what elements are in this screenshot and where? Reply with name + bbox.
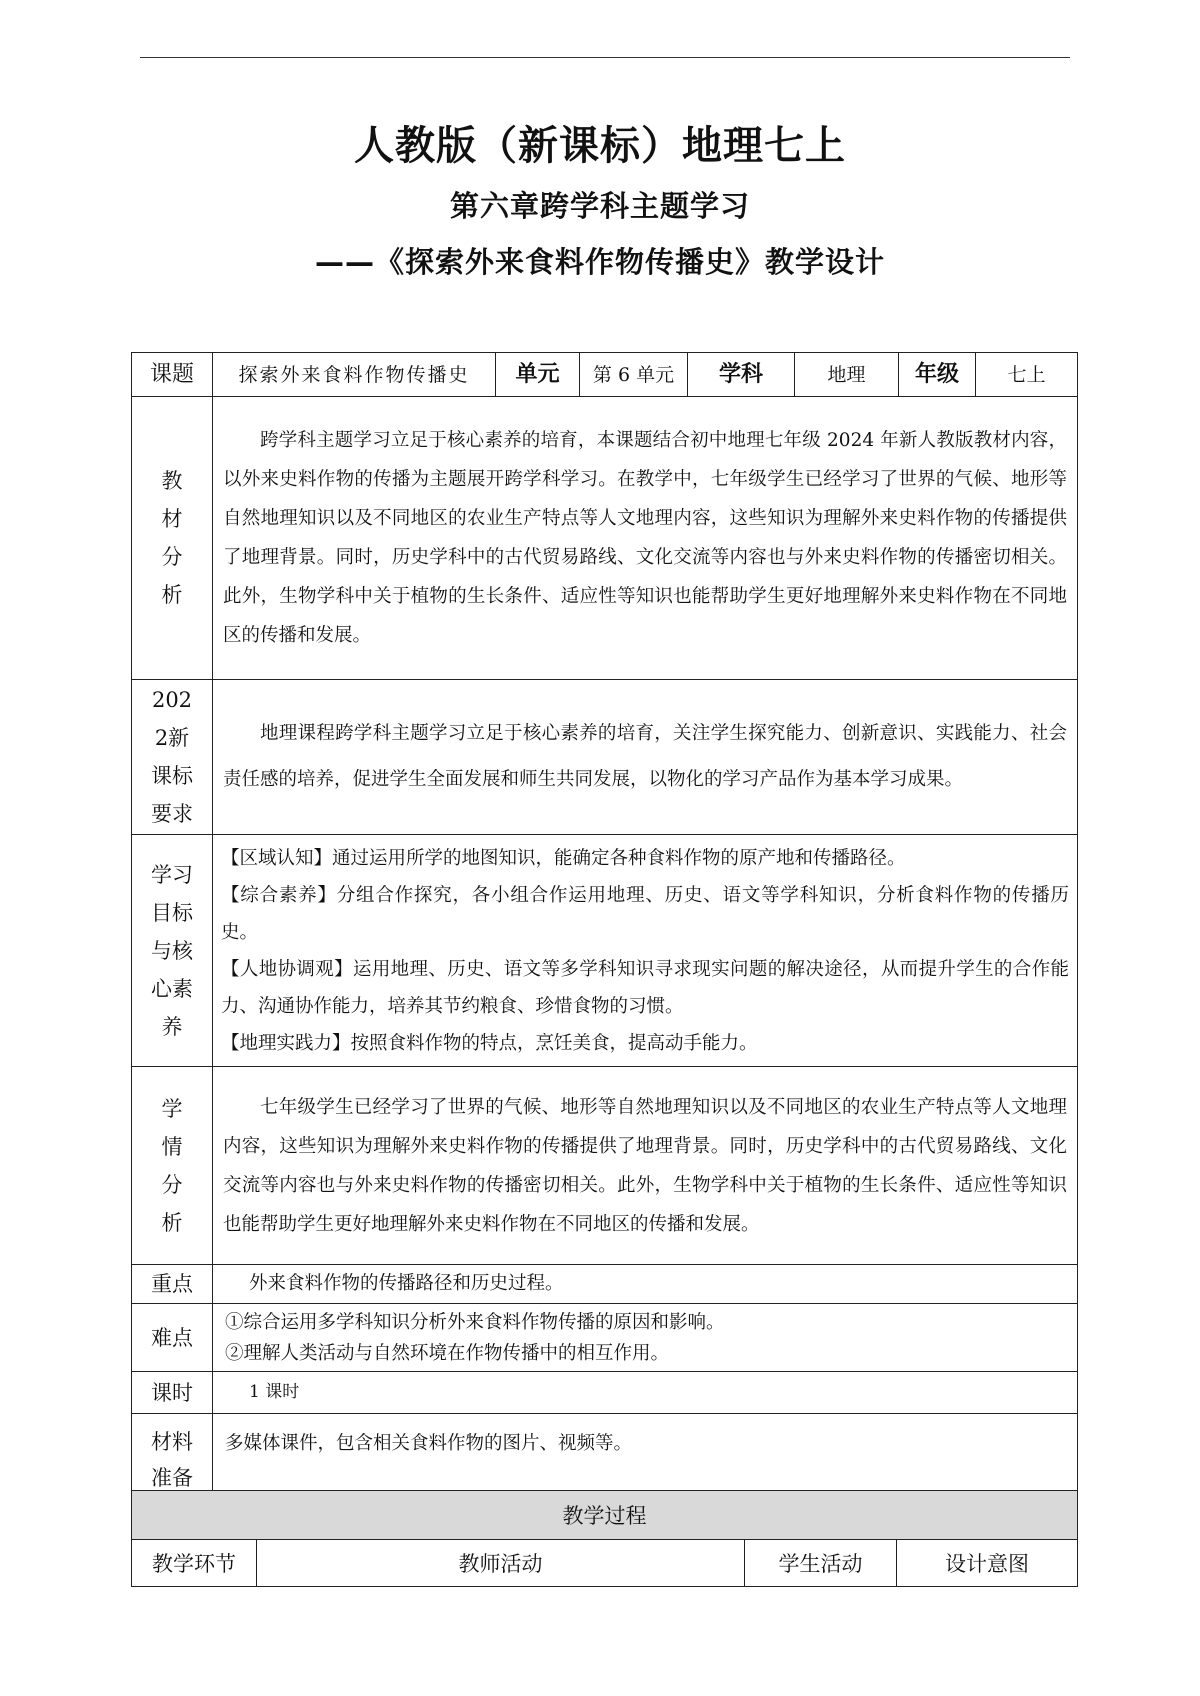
standard-text: 地理课程跨学科主题学习立足于核心素养的培育，关注学生探究能力、创新意识、实践能力、社会责任感的培养，促进学生全面发展和师生共同发展，以物化的学习产品作为基本学习成果。 xyxy=(213,680,1078,835)
teaching-process-table xyxy=(131,1490,1078,1587)
unit-value: 第 6 单元 xyxy=(580,353,688,397)
goals-list xyxy=(213,835,1078,1067)
difficulty-item: ①综合运用多学科知识分析外来食料作物传播的原因和影响。 xyxy=(225,1311,725,1333)
materials-text: 多媒体课件，包含相关食料作物的图片、视频等。 xyxy=(213,1414,1078,1506)
goal-item: 【人地协调观】运用地理、历史、语文等多学科知识寻求现实问题的解决途径，从而提升学生的合作能力、沟通协作能力，培养其节约粮食、珍惜食物的习惯。 xyxy=(221,958,1069,1017)
material-analysis-text: 跨学科主题学习立足于核心素养的培育，本课题结合初中地理七年级 2024 年新人教版教材内容，以外来史料作物的传播为主题展开跨学科学习。在教学中，七年级学生已经学习了世界的气候、地形等自然地理知识以及不同地区的农业生产特点等人文地理内容，这些知识为理解外来史料作物的传播提供了地理背景。同时，历史学科中的古代贸易路线、文化交流等内容也与外来史料作物的传播密切相关。此外，生物学科中关于植物的生长条件、适应性等知识也能帮助学生更好地理解外来史料作物在不同地区的传播和发展。 xyxy=(213,397,1078,680)
lesson-info-table xyxy=(131,352,1078,1506)
material-analysis-row xyxy=(132,397,1078,680)
difficulty-label: 难点 xyxy=(132,1304,213,1372)
column-header-stage: 教学环节 xyxy=(132,1540,257,1587)
goal-item: 【地理实践力】按照食料作物的特点，烹饪美食，提高动手能力。 xyxy=(221,1032,758,1054)
unit-label: 单元 xyxy=(496,353,580,397)
topic-value: 探索外来食料作物传播史 xyxy=(213,353,496,397)
process-title-row xyxy=(132,1491,1078,1540)
hours-label: 课时 xyxy=(132,1372,213,1414)
document-title-block xyxy=(0,118,1200,282)
document-subtitle: 第六章跨学科主题学习 xyxy=(449,189,750,223)
header-rule xyxy=(140,57,1070,58)
learner-text: 七年级学生已经学习了世界的气候、地形等自然地理知识以及不同地区的农业生产特点等人文地理内容，这些知识为理解外来史料作物的传播提供了地理背景。同时，历史学科中的古代贸易路线、文化交流等内容也与外来史料作物的传播密切相关。此外，生物学科中关于植物的生长条件、适应性等知识也能帮助学生更好地理解外来史料作物在不同地区的传播和发展。 xyxy=(213,1067,1078,1265)
grade-value: 七上 xyxy=(976,353,1078,397)
material-analysis-label: 教材分析 xyxy=(132,397,213,680)
difficulty-list xyxy=(213,1304,1078,1372)
column-header-teacher: 教师活动 xyxy=(257,1540,745,1587)
process-title: 教学过程 xyxy=(132,1491,1078,1540)
document-lesson-title: ——《探索外来食料作物传播史》教学设计 xyxy=(314,245,885,279)
goals-label: 学习目标与核心素养 xyxy=(132,835,213,1067)
key-point-label: 重点 xyxy=(132,1265,213,1304)
goal-item: 【综合素养】分组合作探究，各小组合作运用地理、历史、语文等学科知识，分析食料作物的传播历史。 xyxy=(221,884,1069,943)
standard-row xyxy=(132,680,1078,835)
header-row xyxy=(132,353,1078,397)
learner-row xyxy=(132,1067,1078,1265)
difficulty-item: ②理解人类活动与自然环境在作物传播中的相互作用。 xyxy=(225,1342,670,1364)
key-point-text: 外来食料作物的传播路径和历史过程。 xyxy=(213,1265,1078,1304)
standard-label: 2022新课标要求 xyxy=(132,680,213,835)
process-columns-row xyxy=(132,1540,1078,1587)
hours-row xyxy=(132,1372,1078,1414)
difficulty-row xyxy=(132,1304,1078,1372)
goals-row xyxy=(132,835,1078,1067)
column-header-student: 学生活动 xyxy=(745,1540,897,1587)
document-title: 人教版（新课标）地理七上 xyxy=(354,123,846,169)
grade-label: 年级 xyxy=(899,353,976,397)
goal-item: 【区域认知】通过运用所学的地图知识，能确定各种食料作物的原产地和传播路径。 xyxy=(221,847,906,869)
learner-label: 学情分析 xyxy=(132,1067,213,1265)
key-point-row xyxy=(132,1265,1078,1304)
column-header-intent: 设计意图 xyxy=(897,1540,1078,1587)
hours-text: 1 课时 xyxy=(213,1372,1078,1414)
materials-label: 材料准备 xyxy=(132,1414,213,1506)
topic-label: 课题 xyxy=(132,353,213,397)
subject-label: 学科 xyxy=(688,353,795,397)
subject-value: 地理 xyxy=(795,353,899,397)
